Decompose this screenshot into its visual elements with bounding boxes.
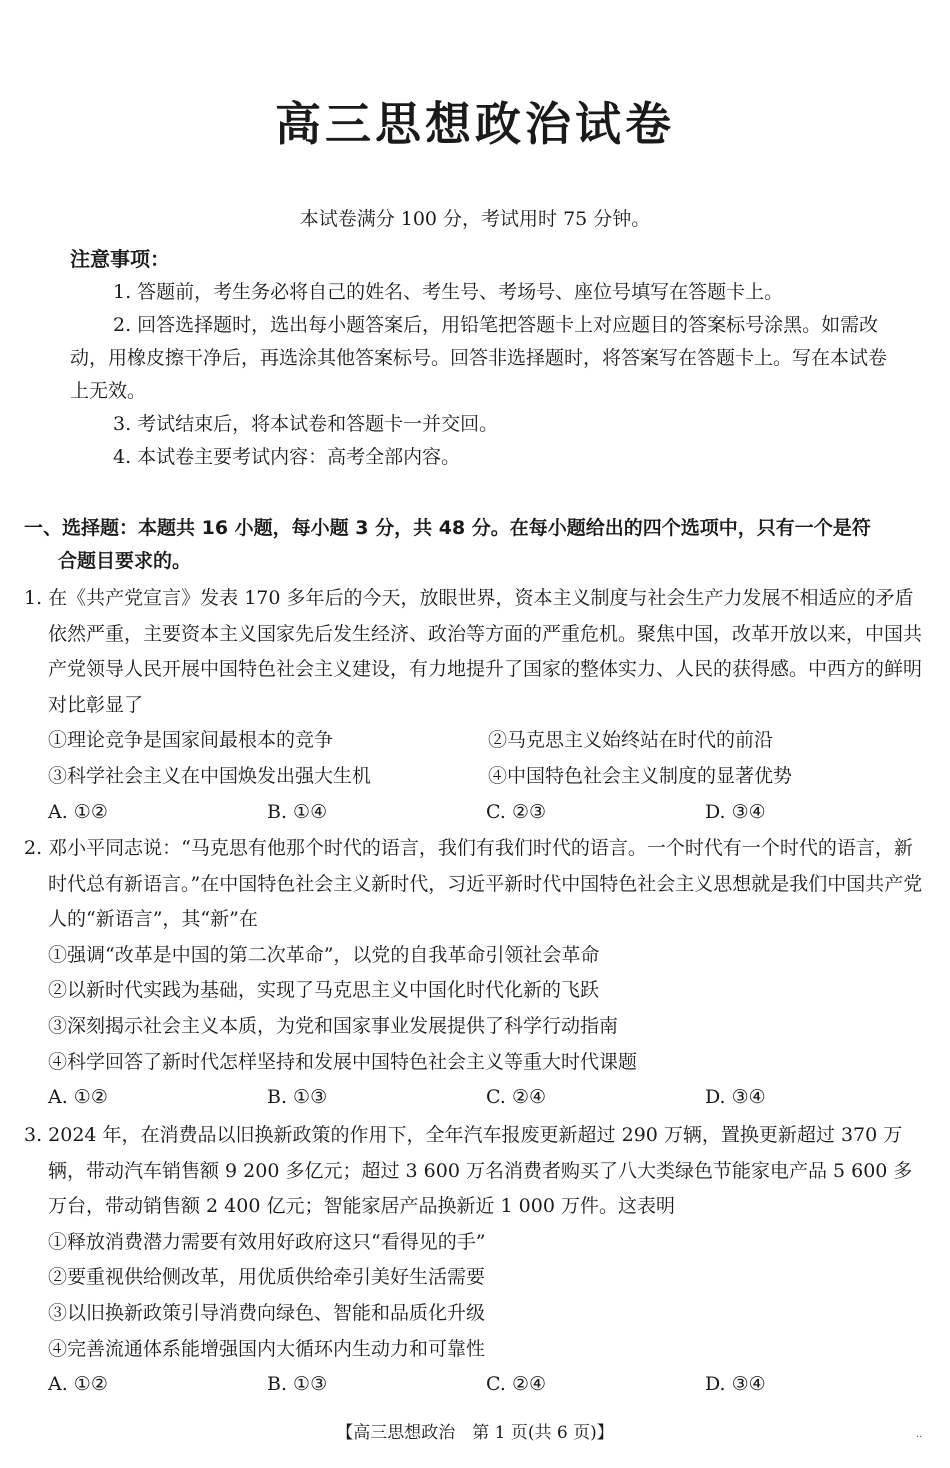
question-1 [24, 581, 924, 830]
statement-option: ④中国特色社会主义制度的显著优势 [488, 764, 793, 787]
answer-choices [24, 1367, 924, 1403]
statement-option: ①理论竞争是国家间最根本的竞争 [48, 729, 334, 752]
statement-option: ③以旧换新政策引导消费向绿色、智能和品质化升级 [48, 1301, 486, 1324]
page-footer: 【高三思想政治 第 1 页(共 6 页)】 [336, 1423, 614, 1443]
question-2 [24, 831, 924, 1116]
notice-item: 3. 考试结束后，将本试卷和答题卡一并交回。 [113, 413, 499, 435]
choice-a: A. ①② [48, 1373, 108, 1396]
notice-item: 1. 答题前，考生务必将自己的姓名、考生号、考场号、座位号填写在答题卡上。 [113, 281, 784, 303]
statement-option: ②马克思主义始终站在时代的前沿 [488, 729, 774, 752]
notice-heading: 注意事项： [70, 247, 170, 271]
choice-d: D. ③④ [705, 1086, 766, 1109]
choice-c: C. ②③ [486, 800, 547, 823]
choice-d: D. ③④ [705, 1373, 766, 1396]
statement-option: ④科学回答了新时代怎样坚持和发展中国特色社会主义等重大时代课题 [48, 1050, 638, 1073]
choice-c: C. ②④ [486, 1086, 547, 1109]
statement-option: ③深刻揭示社会主义本质，为党和国家事业发展提供了科学行动指南 [48, 1014, 619, 1037]
choice-d: D. ③④ [705, 800, 766, 823]
section-heading-line: 一、选择题：本题共 16 小题，每小题 3 分，共 48 分。在每小题给出的四个选项中，只有一个是符 [24, 517, 871, 539]
notice-item: 2. 回答选择题时，选出每小题答案后，用铅笔把答题卡上对应题目的答案标号涂黑。如需改动，用橡皮擦干净后，再选涂其他答案标号。回答非选择题时，将答案写在答题卡上。写在本试卷上无效。 [70, 314, 888, 402]
answer-choices [24, 795, 924, 831]
option-row [24, 759, 924, 795]
choice-c: C. ②④ [486, 1373, 547, 1396]
notice-list [70, 276, 890, 474]
statement-option: ①强调“改革是中国的第二次革命”，以党的自我革命引领社会革命 [48, 943, 600, 966]
choice-a: A. ①② [48, 1086, 108, 1109]
question-stem: 1. 在《共产党宣言》发表 170 多年后的今天，放眼世界，资本主义制度与社会生产力发展不相适应的矛盾依然严重，主要资本主义国家先后发生经济、政治等方面的严重危机。聚焦中国，改革开放以来，中国共产党领导人民开展中国特色社会主义建设，有力地提升了国家的整体实力、人民的获得感。中西方的鲜明对比彰显了 [24, 587, 923, 716]
question-3 [24, 1118, 924, 1403]
section-heading-line: 合题目要求的。 [58, 550, 192, 572]
statement-option: ③科学社会主义在中国焕发出强大生机 [48, 764, 372, 787]
notice-item: 4. 本试卷主要考试内容：高考全部内容。 [113, 446, 461, 468]
answer-choices [24, 1080, 924, 1116]
corner-mark: ·· [916, 1432, 923, 1443]
page-title: 高三思想政治试卷 [275, 97, 675, 151]
choice-a: A. ①② [48, 800, 108, 823]
section-heading [24, 512, 928, 578]
question-stem: 2. 邓小平同志说：“马克思有他那个时代的语言，我们有我们时代的语言。一个时代有一个时代的语言，新时代总有新语言。”在中国特色社会主义新时代，习近平新时代中国特色社会主义思想就是我们中国共产党人的“新语言”，其“新”在 [24, 837, 923, 931]
statement-option: ②要重视供给侧改革，用优质供给牵引美好生活需要 [48, 1266, 486, 1289]
statement-option: ①释放消费潜力需要有效用好政府这只“看得见的手” [48, 1230, 486, 1253]
choice-b: B. ①④ [267, 800, 328, 823]
question-stem: 3. 2024 年，在消费品以旧换新政策的作用下，全年汽车报废更新超过 290 万辆，置换更新超过 370 万辆，带动汽车销售额 9 200 多亿元；超过 3 600 万名消费者购买了八大类绿色节能家电产品 5 600 多万台，带动销售额 2 400 亿元；智能家居产品换新近 1 000 万件。这表明 [24, 1124, 913, 1218]
statement-option: ②以新时代实践为基础，实现了马克思主义中国化时代化新的飞跃 [48, 979, 600, 1002]
choice-b: B. ①③ [267, 1086, 328, 1109]
choice-b: B. ①③ [267, 1373, 328, 1396]
option-row [24, 723, 924, 759]
statement-option: ④完善流通体系能增强国内大循环内生动力和可靠性 [48, 1337, 486, 1360]
exam-info: 本试卷满分 100 分，考试用时 75 分钟。 [299, 208, 651, 230]
